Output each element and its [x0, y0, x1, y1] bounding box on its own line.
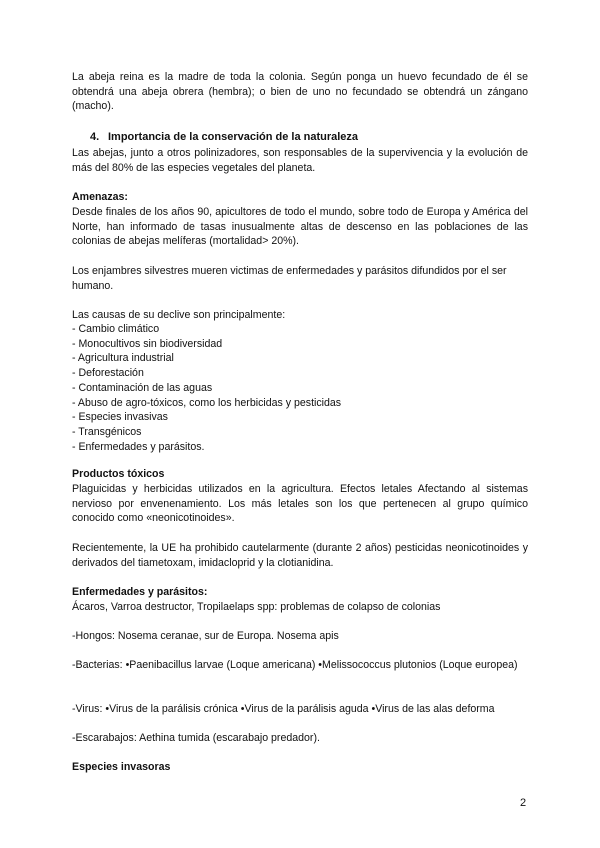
list-item: - Enfermedades y parásitos. — [72, 440, 205, 453]
toxicos-heading: Productos tóxicos — [72, 468, 165, 480]
intro-paragraph: La abeja reina es la madre de toda la colonia. Según ponga un huevo fecundado de él se obtendrá una abeja obrera (hembra); o bien de uno no fecundado se obtendrá un zángano (macho). — [72, 71, 528, 113]
amenazas-paragraph: Desde finales de los años 90, apicultores de todo el mundo, sobre todo de Europa y América del Norte, han informado de tasas inusualmente altas de descenso en las poblaciones de las colonias de abejas melíferas (mortalidad> 20%). — [72, 206, 528, 248]
list-item: - Deforestación — [72, 367, 144, 380]
escarabajos-paragraph: -Escarabajos: Aethina tumida (escarabajo predador). — [72, 732, 320, 744]
section-heading — [90, 130, 546, 145]
enjambres-paragraph: Los enjambres silvestres mueren victimas de enfermedades y parásitos difundidos por el ser humano. — [72, 265, 507, 292]
list-item: - Contaminación de las aguas — [72, 381, 213, 394]
causas-intro: Las causas de su declive son principalmente: — [72, 309, 286, 321]
enfermedades-heading: Enfermedades y parásitos: — [72, 586, 208, 598]
amenazas-heading: Amenazas: — [72, 191, 128, 203]
list-item: - Abuso de agro-tóxicos, como los herbicidas y pesticidas — [72, 396, 342, 409]
list-item: - Agricultura industrial — [72, 352, 174, 365]
page-number: 2 — [520, 797, 527, 809]
list-item: - Transgénicos — [72, 425, 142, 438]
causas-list — [72, 322, 528, 454]
toxicos-paragraph: Plaguicidas y herbicidas utilizados en la agricultura. Efectos letales Afectando al sistemas nervioso por envenenamiento. Los más letales son los que pertenecen al grupo químico conocido como «neonicotinoides». — [72, 483, 528, 525]
virus-paragraph: -Virus: •Virus de la parálisis crónica •Virus de la parálisis aguda •Virus de las alas deforma — [72, 703, 495, 715]
section-title: Importancia de la conservación de la naturaleza — [108, 131, 359, 143]
list-item: - Monocultivos sin biodiversidad — [72, 337, 223, 350]
bacterias-paragraph: -Bacterias: •Paenibacillus larvae (Loque americana) •Melissococcus plutonios (Loque europea) — [72, 659, 518, 671]
list-item: - Cambio climático — [72, 323, 160, 335]
especies-heading: Especies invasoras — [72, 761, 171, 773]
section-number: 4. — [90, 131, 100, 143]
acaros-paragraph: Ácaros, Varroa destructor, Tropilaelaps spp: problemas de colapso de colonias — [72, 601, 441, 613]
section-paragraph: Las abejas, junto a otros polinizadores, son responsables de la supervivencia y la evolución de más del 80% de las especies vegetales del planeta. — [72, 147, 528, 174]
list-item: - Especies invasivas — [72, 411, 168, 424]
toxicos-paragraph-2: Recientemente, la UE ha prohibido cautelarmente (durante 2 años) pesticidas neonicotinoides y derivados del tiametoxam, imidacloprid y la clotianidina. — [72, 542, 528, 569]
hongos-paragraph: -Hongos: Nosema ceranae, sur de Europa. Nosema apis — [72, 630, 339, 642]
